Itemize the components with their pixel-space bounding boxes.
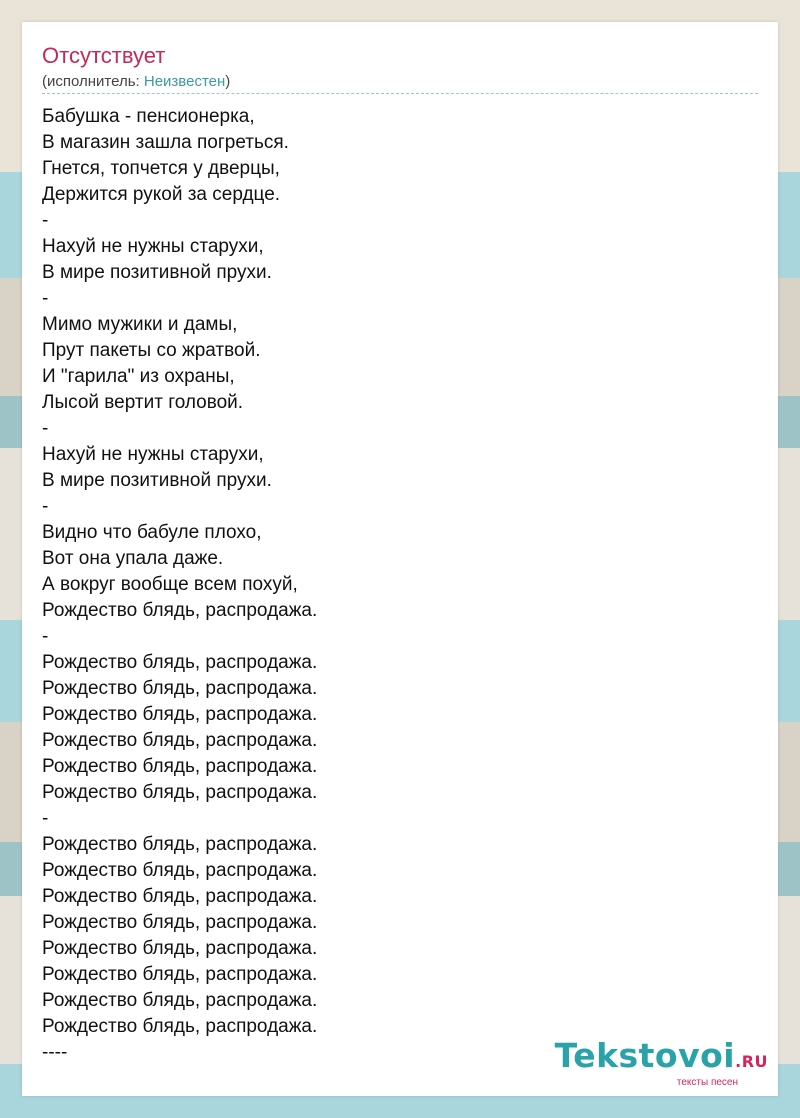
lyric-line: Гнется, топчется у дверцы, <box>42 158 280 179</box>
lyric-line: Видно что бабуле плохо, <box>42 522 262 543</box>
lyric-line: - <box>42 626 49 647</box>
lyric-line: Рождество блядь, распродажа. <box>42 964 318 985</box>
logo-name: Tekstovoi <box>554 1036 736 1075</box>
lyric-line: А вокруг вообще всем похуй, <box>42 574 298 595</box>
lyric-line: Нахуй не нужны старухи, <box>42 444 264 465</box>
lyric-line: Рождество блядь, распродажа. <box>42 678 318 699</box>
lyrics-sheet <box>22 22 778 1096</box>
logo-tld: .RU <box>735 1052 768 1071</box>
lyrics-text <box>42 104 317 1066</box>
lyric-line: Рождество блядь, распродажа. <box>42 938 318 959</box>
lyric-line: Бабушка - пенсионерка, <box>42 106 255 127</box>
lyric-line: - <box>42 418 49 439</box>
lyric-line: В мире позитивной прухи. <box>42 262 272 283</box>
lyric-line: В мире позитивной прухи. <box>42 470 272 491</box>
lyric-line: Рождество блядь, распродажа. <box>42 860 318 881</box>
lyric-line: Рождество блядь, распродажа. <box>42 912 318 933</box>
lyric-line: Рождество блядь, распродажа. <box>42 782 318 803</box>
title-divider <box>42 93 758 94</box>
lyric-line: - <box>42 210 49 231</box>
lyric-line: Рождество блядь, распродажа. <box>42 834 318 855</box>
song-title: Отсутствует <box>42 43 166 68</box>
artist-suffix: ) <box>225 73 231 90</box>
lyric-line: ---- <box>42 1042 68 1063</box>
lyric-line: Держится рукой за сердце. <box>42 184 281 205</box>
lyric-line: - <box>42 288 49 309</box>
lyric-line: Нахуй не нужны старухи, <box>42 236 264 257</box>
artist-link[interactable]: Неизвестен <box>143 73 226 90</box>
lyric-line: Рождество блядь, распродажа. <box>42 600 318 621</box>
lyric-line: Лысой вертит головой. <box>42 392 244 413</box>
logo-tagline: тексты песен <box>676 1077 738 1088</box>
lyric-line: Рождество блядь, распродажа. <box>42 730 318 751</box>
artist-line <box>42 72 230 92</box>
site-logo[interactable] <box>554 1036 768 1088</box>
lyric-line: Рождество блядь, распродажа. <box>42 886 318 907</box>
lyric-line: - <box>42 808 49 829</box>
artist-prefix: (исполнитель: <box>42 73 144 90</box>
lyric-line: Рождество блядь, распродажа. <box>42 652 318 673</box>
lyric-line: Вот она упала даже. <box>42 548 224 569</box>
lyric-line: Мимо мужики и дамы, <box>42 314 238 335</box>
lyric-line: Рождество блядь, распродажа. <box>42 990 318 1011</box>
lyric-line: Рождество блядь, распродажа. <box>42 1016 318 1037</box>
lyric-line: - <box>42 496 49 517</box>
lyric-line: Рождество блядь, распродажа. <box>42 704 318 725</box>
lyric-line: В магазин зашла погреться. <box>42 132 289 153</box>
lyric-line: Рождество блядь, распродажа. <box>42 756 318 777</box>
lyric-line: Прут пакеты со жратвой. <box>42 340 261 361</box>
lyric-line: И "гарила" из охраны, <box>42 366 235 387</box>
